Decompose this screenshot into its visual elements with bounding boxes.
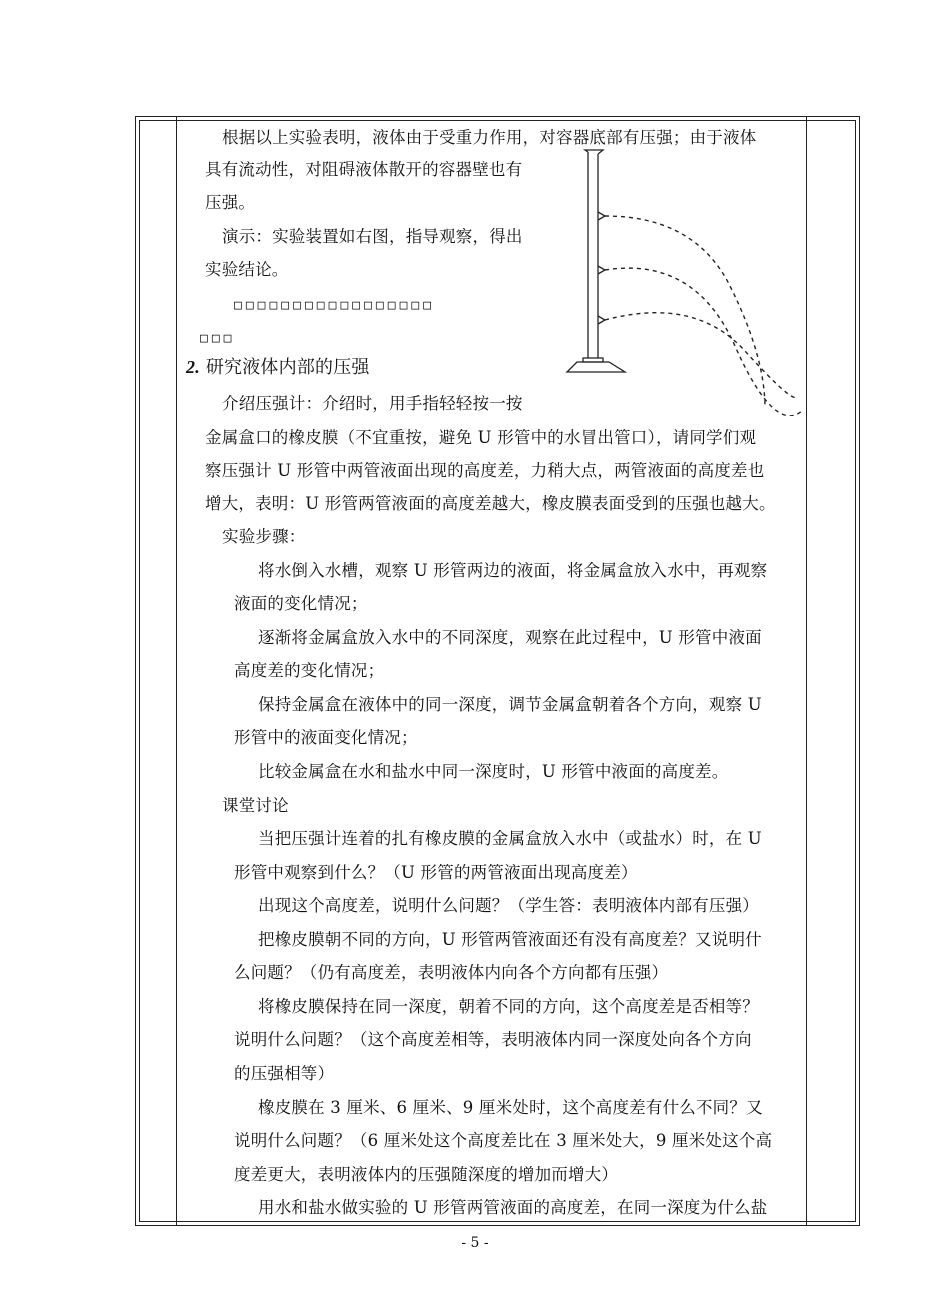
para-line: 逐渐将金属盒放入水中的不同深度，观察在此过程中，U 形管中液面 [258,628,762,647]
para-line: 将橡皮膜保持在同一深度，朝着不同的方向，这个高度差是否相等？ [258,997,759,1016]
para-line: 出现这个高度差，说明什么问题？（学生答：表明液体内部有压强） [258,896,759,915]
para-line: 金属盒口的橡皮膜（不宜重按，避免 U 形管中的水冒出管口），请同学们观 [205,428,757,447]
para-line: 察压强计 U 形管中两管液面出现的高度差，力稍大点，两管液面的高度差也 [205,461,765,480]
para-line: 增大，表明：U 形管两管液面的高度差越大，橡皮膜表面受到的压强也越大。 [205,494,776,513]
para-line: 把橡皮膜朝不同的方向，U 形管两管液面还有没有高度差？又说明什 [258,930,762,949]
para-line: 说明什么问题？（6 厘米处这个高度差比在 3 厘米处大，9 厘米处这个高 [234,1131,773,1150]
para-line: 么问题？（仍有高度差，表明液体内向各个方向都有压强） [234,963,669,982]
table-divider-left [176,117,177,1225]
para-line: 说明什么问题？（这个高度差相等，表明液体内同一深度处向各个方向 [234,1030,752,1049]
section-heading [186,356,370,379]
container-column [567,150,625,372]
para-line: 液面的变化情况； [234,594,368,613]
para-line: 课堂讨论 [222,796,289,815]
para-line: 实验结论。 [205,260,289,279]
para-line: 当把压强计连着的扎有橡皮膜的金属盒放入水中（或盐水）时，在 U [258,829,762,848]
para-line: 比较金属盒在水和盐水中同一深度时，U 形管中液面的高度差。 [258,762,729,781]
page-number: - 5 - [461,1235,489,1251]
section-title: 研究液体内部的压强 [205,357,370,378]
para-line: 形管中的液面变化情况； [234,728,418,747]
water-jets [605,216,803,416]
garbled-text-line: □□□□□□□□□□□□□□□□□ [234,298,436,313]
para-line: 高度差的变化情况； [234,661,385,680]
para-line: 介绍压强计：介绍时，用手指轻轻按一按 [222,394,523,413]
para-line: 将水倒入水槽，观察 U 形管两边的液面，将金属盒放入水中，再观察 [258,561,768,580]
para-line: 用水和盐水做实验的 U 形管两管液面的高度差，在同一深度为什么盐 [258,1198,768,1217]
para-line: 演示：实验装置如右图，指导观察，得出 [222,227,523,246]
para-line: 的压强相等） [234,1064,335,1083]
orifice-nozzles [598,212,605,324]
garbled-text-line: □□□ [200,331,236,346]
para-line: 实验步骤： [222,527,306,546]
para-line: 压强。 [205,193,256,212]
liquid-jet-diagram [565,146,810,416]
para-line: 保持金属盒在液体中的同一深度，调节金属盒朝着各个方向，观察 U [258,695,762,714]
para-line: 度差更大，表明液体内的压强随深度的增加而增大） [234,1165,619,1184]
section-number: 2. [186,357,200,377]
para-line: 根据以上实验表明，液体由于受重力作用，对容器底部有压强；由于液体 [222,128,757,147]
para-line: 橡皮膜在 3 厘米、6 厘米、9 厘米处时，这个高度差有什么不同？又 [258,1098,763,1117]
para-line: 具有流动性，对阻碍液体散开的容器壁也有 [205,160,523,179]
para-line: 形管中观察到什么？（U 形管的两管液面出现高度差） [234,863,638,882]
